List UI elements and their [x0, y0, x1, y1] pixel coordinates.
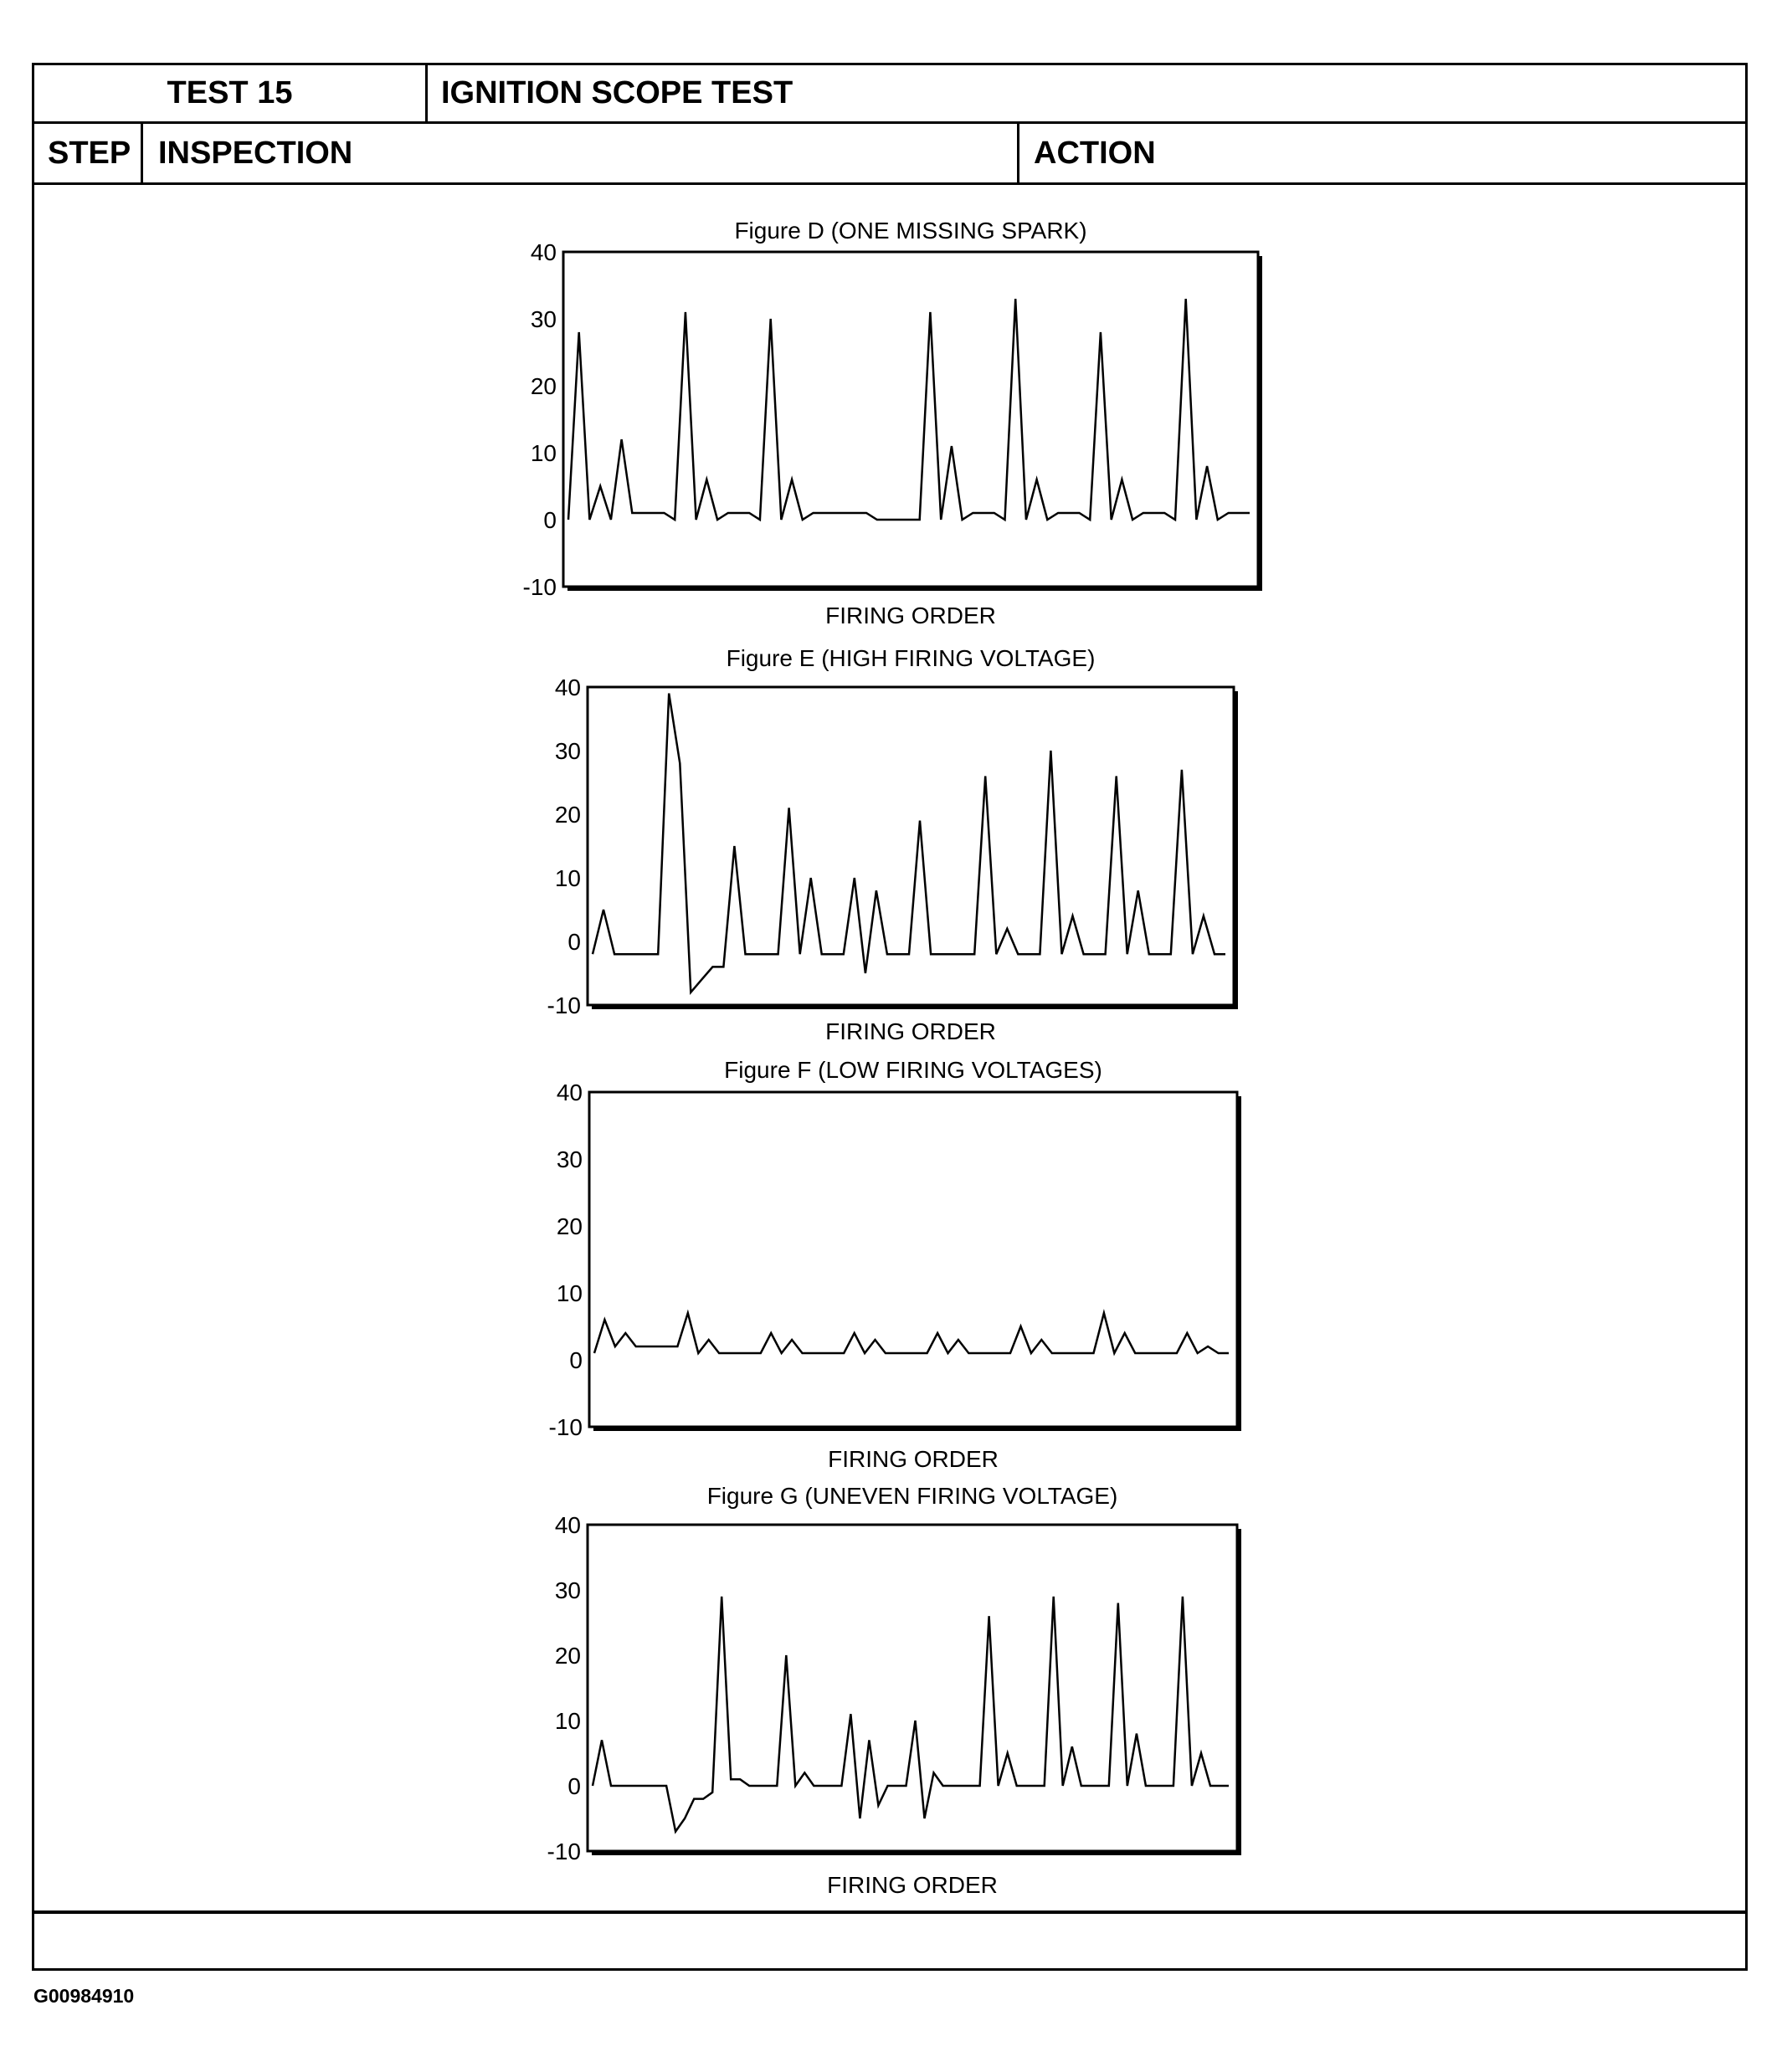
- column-step: STEP: [48, 135, 131, 171]
- y-tick-label: 20: [554, 802, 581, 828]
- y-tick-label: -10: [522, 574, 557, 600]
- column-action: ACTION: [1034, 135, 1156, 171]
- figure-title: Figure F (LOW FIRING VOLTAGES): [724, 1057, 1102, 1083]
- y-tick-label: 0: [543, 507, 557, 533]
- column-inspection: INSPECTION: [158, 135, 353, 171]
- scope-figure-1: [523, 218, 1262, 628]
- figure-title: Figure D (ONE MISSING SPARK): [734, 218, 1087, 244]
- scope-figure-2: [547, 645, 1238, 1044]
- y-tick-label: 0: [567, 929, 581, 955]
- plot-area: [563, 252, 1258, 587]
- y-tick-label: 10: [530, 440, 557, 466]
- y-tick-label: 20: [530, 373, 557, 399]
- y-tick-label: 30: [556, 1146, 583, 1172]
- figure-title: Figure G (UNEVEN FIRING VOLTAGE): [706, 1483, 1118, 1509]
- scope-figure-3: [549, 1057, 1241, 1472]
- y-tick-label: 10: [554, 1708, 581, 1734]
- y-tick-label: 40: [554, 674, 581, 700]
- y-tick-label: 30: [554, 1577, 581, 1603]
- x-axis-label: FIRING ORDER: [828, 1446, 999, 1472]
- y-tick-label: 30: [530, 306, 557, 332]
- y-tick-label: -10: [547, 1839, 581, 1864]
- y-tick-label: 40: [530, 239, 557, 265]
- y-tick-label: 0: [567, 1773, 581, 1799]
- y-tick-label: 30: [554, 738, 581, 764]
- y-tick-label: -10: [548, 1414, 583, 1440]
- y-tick-label: 40: [554, 1512, 581, 1538]
- x-axis-label: FIRING ORDER: [827, 1872, 998, 1898]
- x-axis-label: FIRING ORDER: [825, 603, 996, 628]
- y-tick-label: 0: [569, 1347, 583, 1373]
- test-number: TEST 15: [167, 75, 293, 110]
- y-tick-label: 20: [556, 1213, 583, 1239]
- plot-area: [588, 1525, 1237, 1851]
- y-tick-label: 40: [556, 1080, 583, 1105]
- plot-area: [589, 1092, 1237, 1427]
- figure-title: Figure E (HIGH FIRING VOLTAGE): [726, 645, 1096, 671]
- y-tick-label: -10: [547, 992, 581, 1018]
- document-id: G00984910: [33, 1985, 135, 2007]
- y-tick-label: 10: [554, 865, 581, 891]
- y-tick-label: 10: [556, 1280, 583, 1306]
- y-tick-label: 20: [554, 1643, 581, 1669]
- scope-figure-4: [547, 1483, 1241, 1898]
- test-title: IGNITION SCOPE TEST: [441, 75, 793, 110]
- x-axis-label: FIRING ORDER: [825, 1018, 996, 1044]
